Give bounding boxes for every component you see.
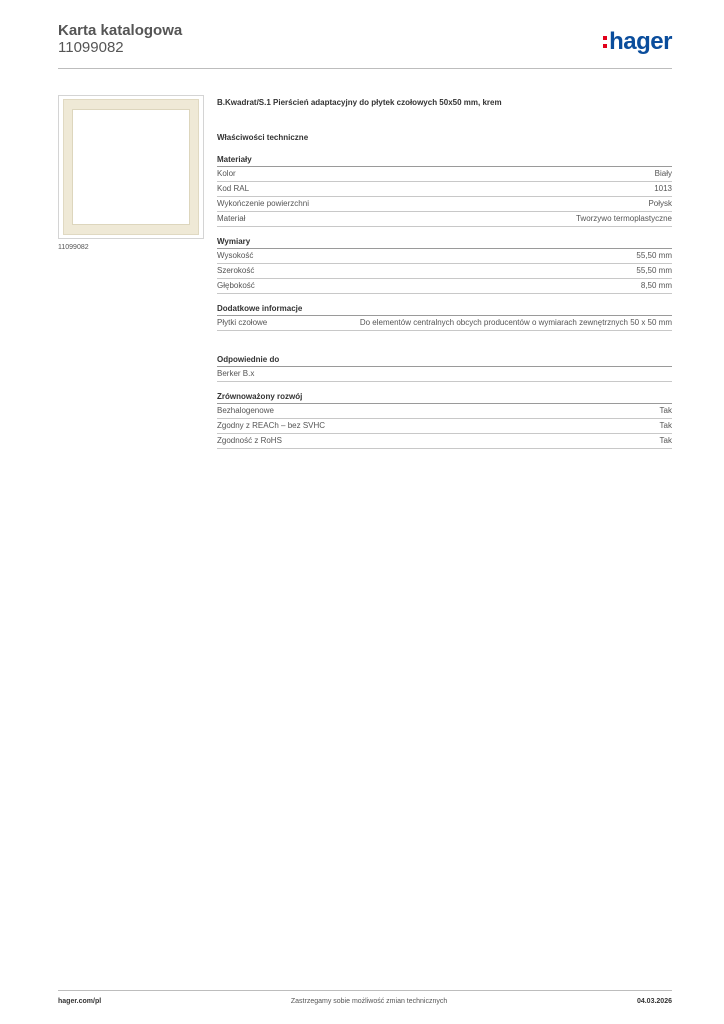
section-suitable-for <box>217 355 672 382</box>
page-title: Karta katalogowa <box>58 22 183 39</box>
spec-value: Tak <box>659 406 672 415</box>
section-title: Materiały <box>217 155 672 167</box>
product-details <box>217 98 672 459</box>
spec-label: Berker B.x <box>217 369 255 378</box>
page-footer <box>58 998 672 1005</box>
product-name: B.Kwadrat/S.1 Pierścień adaptacyjny do płytek czołowych 50x50 mm, krem <box>217 98 502 107</box>
section-title: Odpowiednie do <box>217 355 672 367</box>
image-caption: 11099082 <box>58 244 89 251</box>
spec-value: Tworzywo termoplastyczne <box>575 214 672 223</box>
spec-label: Materiał <box>217 214 246 223</box>
section-title: Dodatkowe informacje <box>217 304 672 316</box>
spec-value: 55,50 mm <box>636 251 672 260</box>
header-divider <box>58 68 672 69</box>
spec-label: Kolor <box>217 169 236 178</box>
spec-row <box>217 167 672 182</box>
footer-date: 04.03.2026 <box>636 998 672 1005</box>
spec-row <box>217 212 672 227</box>
footer-disclaimer: Zastrzegamy sobie możliwość zmian technicznych <box>290 998 448 1005</box>
section-additional-info <box>217 304 672 331</box>
section-title: Zrównoważony rozwój <box>217 392 672 404</box>
catalog-number: 11099082 <box>58 39 124 56</box>
spec-value: Tak <box>659 421 672 430</box>
spec-label: Głębokość <box>217 281 255 290</box>
spec-value: 8,50 mm <box>640 281 672 290</box>
spec-row <box>217 197 672 212</box>
spec-value: 1013 <box>654 184 672 193</box>
section-sustainability <box>217 392 672 449</box>
hager-logo <box>603 28 672 56</box>
logo-dots-icon <box>603 34 607 50</box>
spec-row <box>217 279 672 294</box>
spec-value: Biały <box>654 169 672 178</box>
spec-label: Zgodny z REACh – bez SVHC <box>217 421 326 430</box>
adapter-ring-illustration <box>63 99 199 235</box>
spec-label: Szerokość <box>217 266 255 275</box>
spec-label: Bezhalogenowe <box>217 406 274 415</box>
spec-row <box>217 182 672 197</box>
section-title: Wymiary <box>217 237 672 249</box>
spec-label: Wykończenie powierzchni <box>217 199 309 208</box>
spec-row <box>217 249 672 264</box>
technical-properties-title: Właściwości techniczne <box>217 133 309 142</box>
spec-value: Połysk <box>648 199 672 208</box>
spec-label: Zgodność z RoHS <box>217 436 282 445</box>
spec-row <box>217 419 672 434</box>
spec-row <box>217 264 672 279</box>
product-image <box>58 95 204 239</box>
section-materials <box>217 155 672 227</box>
spec-row <box>217 316 672 331</box>
logo-text: hager <box>609 28 672 55</box>
spec-value: 55,50 mm <box>636 266 672 275</box>
spec-label: Płytki czołowe <box>217 318 268 327</box>
spec-label: Wysokość <box>217 251 254 260</box>
footer-divider <box>58 990 672 991</box>
page-header <box>58 22 672 56</box>
spec-row <box>217 404 672 419</box>
spec-row <box>217 434 672 449</box>
section-dimensions <box>217 237 672 294</box>
footer-website-link[interactable]: hager.com/pl <box>58 998 102 1005</box>
spec-value: Do elementów centralnych obcych producentów o wymiarach zewnętrznych 50 x 50 mm <box>359 318 672 327</box>
adapter-ring-opening <box>72 109 190 225</box>
spec-value: Tak <box>659 436 672 445</box>
spec-row <box>217 367 672 382</box>
spec-label: Kod RAL <box>217 184 250 193</box>
